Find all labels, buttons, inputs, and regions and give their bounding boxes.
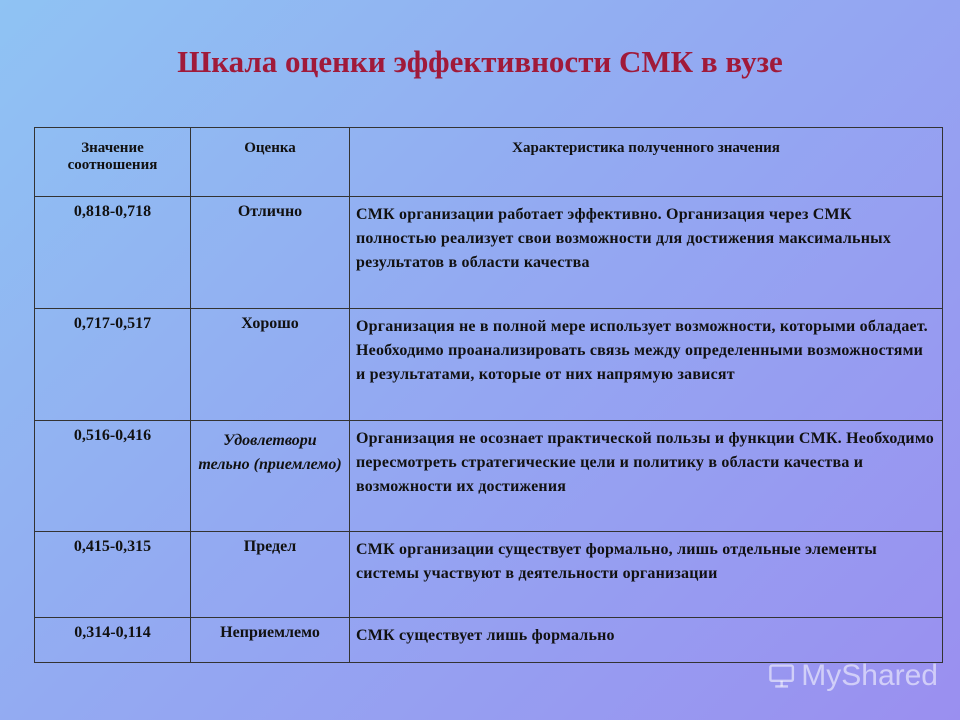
page-title: Шкала оценки эффективности СМК в вузе [177,44,783,79]
table-row [35,309,943,421]
cell-value: 0,818-0,718 [35,197,191,309]
cell-description: Организация не в полной мере использует возможности, которыми обладает. Необходимо проанализировать связь между определенными возможностями и результатами, которые от них напрямую зависят [350,309,943,421]
cell-description: СМК организации работает эффективно. Организация через СМК полностью реализует свои возможности для достижения максимальных результатов в области качества [350,197,943,309]
evaluation-scale-table [34,127,943,663]
cell-grade: Неприемлемо [191,618,350,663]
cell-grade: Предел [191,532,350,618]
header-characteristic: Характеристика полученного значения [350,128,943,197]
table-row [35,197,943,309]
cell-description: Организация не осознает практической пользы и функции СМК. Необходимо пересмотреть стратегические цели и политику в области качества и возможности их достижения [350,421,943,532]
cell-grade: Удовлетвори тельно (приемлемо) [191,421,350,532]
cell-description: СМК организации существует формально, лишь отдельные элементы системы участвуют в деятельности организации [350,532,943,618]
table-header-row [35,128,943,197]
presentation-icon [768,659,795,693]
header-grade: Оценка [191,128,350,197]
watermark-text: MyShared [801,659,938,692]
cell-description: СМК существует лишь формально [350,618,943,663]
cell-value: 0,516-0,416 [35,421,191,532]
header-ratio-value: Значение соотношения [35,128,191,197]
watermark [768,656,938,696]
table-row [35,532,943,618]
cell-grade: Отлично [191,197,350,309]
cell-value: 0,314-0,114 [35,618,191,663]
cell-grade: Хорошо [191,309,350,421]
table-row [35,421,943,532]
cell-value: 0,415-0,315 [35,532,191,618]
cell-value: 0,717-0,517 [35,309,191,421]
